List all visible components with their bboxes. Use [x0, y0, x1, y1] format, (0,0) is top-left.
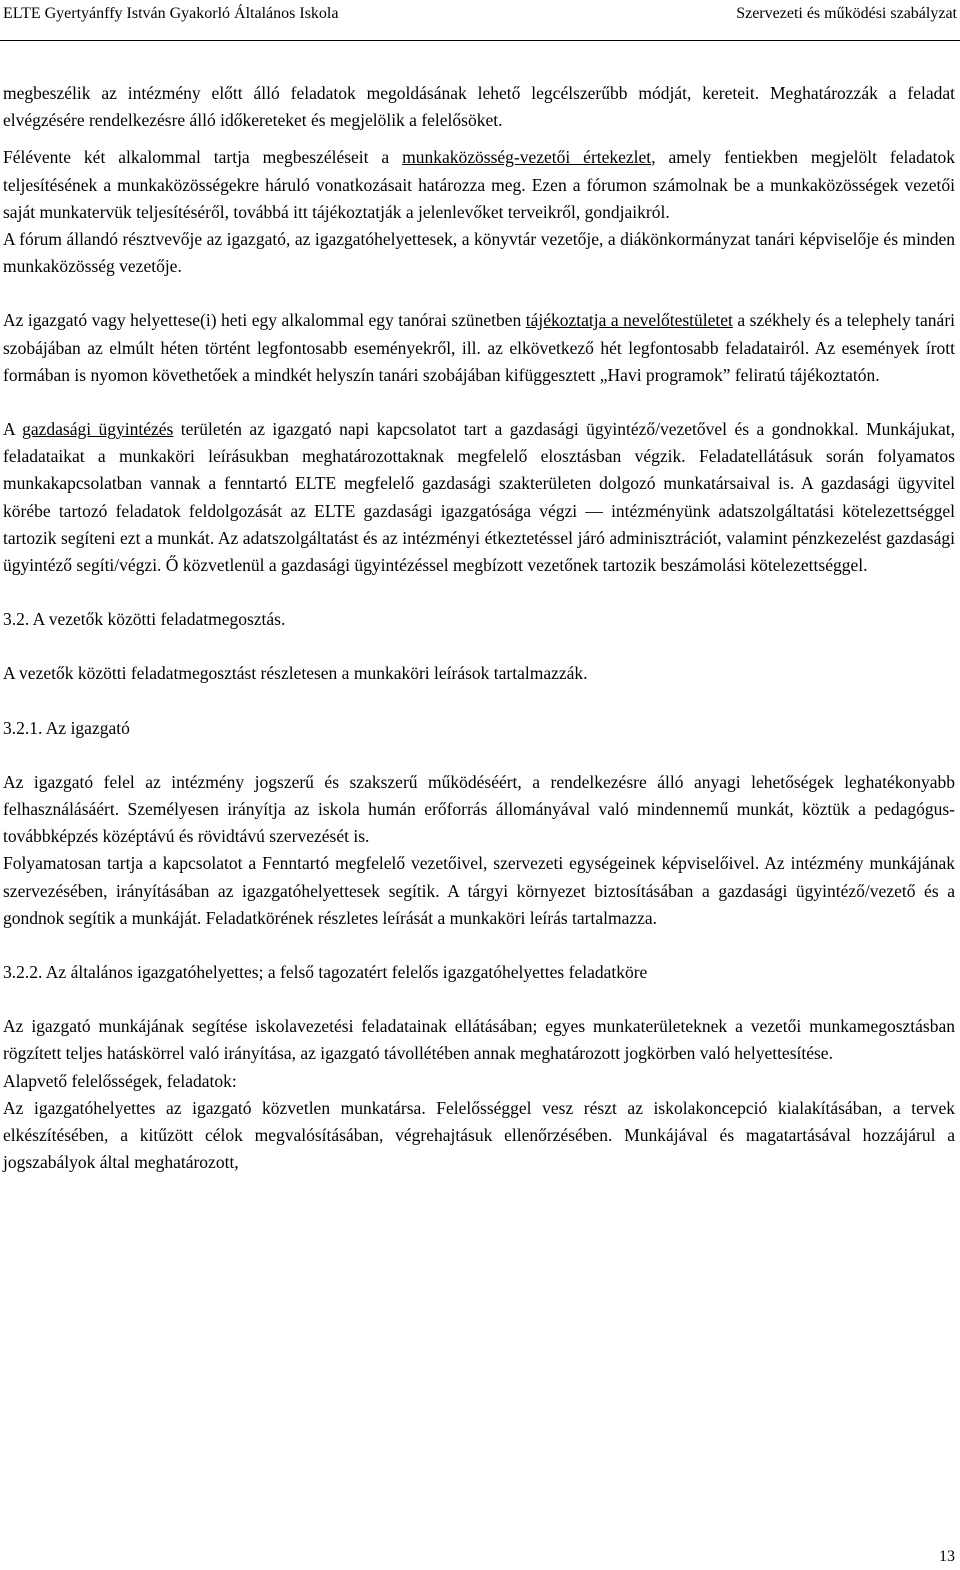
paragraph: Az igazgató felel az intézmény jogszerű és szakszerű működéséért, a rendelkezésre álló anyagi lehetőségek leghatékonyabb felhasználásáért. Személyesen irányítja az iskola humán erőforrás állományával való mindennemű munkát, köztük a pedagógus-továbbképzés középtávú és rövidtávú szervezését is.	[3, 771, 955, 847]
header-institution: ELTE Gyertyánffy István Gyakorló Általános Iskola	[3, 5, 339, 22]
page-number: 13	[939, 1548, 955, 1565]
underlined-term: gazdasági ügyintézés	[22, 419, 174, 440]
paragraph: A fórum állandó résztvevője az igazgató, az igazgatóhelyettesek, a könyvtár vezetője, a diákönkormányzat tanári képviselője és minden munkaközösség vezetője.	[3, 229, 955, 277]
underlined-term: munkaközösség-vezetői értekezlet	[402, 147, 652, 168]
paragraph: A gazdasági ügyintézés területén az igazgató napi kapcsolatot tart a gazdasági ügyintéző/vezetővel és a gondnokkal. Munkájukat, feladataikat a munkaköri leírásukban meghatározottaknak megfelelő elosztásban végzik. Feladatellátásuk során folyamatos munkakapcsolatban vannak a fenntartó ELTE megfelelő gazdasági szakterületen dolgozó munkatársaival is. A gazdasági ügyvitel körébe tartozó feladatok feldolgozását az ELTE gazdasági igazgatósága végzi — intézményünk adatszolgáltatási kötelezettséggel tartozik segíteni ezt a munkát. Az adatszolgáltatást és az intézményi étkeztetéssel járó adminisztrációt, valamint pénzkezelést gazdasági ügyintéző segíti/végzi. Ő közvetlenül a gazdasági ügyintézéssel megbízott vezetőnek tartozik beszámolási kötelezettséggel.	[3, 419, 956, 576]
paragraph: megbeszélik az intézmény előtt álló feladatok megoldásának lehető legcélszerűbb módját, kereteit. Meghatározzák a feladat elvégzésére rendelkezésre álló időkereteket és megjelölik a felelősöket.	[3, 83, 955, 131]
document-body	[3, 80, 955, 1177]
paragraph: Folyamatosan tartja a kapcsolatot a Fenntartó megfelelő vezetőivel, szervezeti egységeinek képviselőivel. Az intézmény munkájának szervezésében, irányításában az igazgatóhelyettesek segítik. A tárgyi környezet biztosításában a gazdasági ügyintéző/vezető és a gondnok segítik a munkáját. Feladatkörének részletes leírását a munkaköri leírás tartalmazza.	[3, 853, 955, 928]
header-document-title: Szervezeti és működési szabályzat	[736, 5, 957, 22]
page-header	[0, 0, 960, 41]
underlined-term: tájékoztatja a nevelőtestületet	[525, 310, 733, 331]
paragraph: Az igazgató munkájának segítése iskolavezetési feladatainak ellátásában; egyes munkaterületeknek a vezetői munkamegosztásban rögzített teljes hatáskörrel való irányítása, az igazgató távollétében annak meghatározott jogkörben való helyettesítése.	[3, 1016, 955, 1064]
paragraph: Félévente két alkalommal tartja megbeszéléseit a munkaközösség-vezetői értekezlet, amely fentiekben megjelölt feladatok teljesítésének a munkaközösségekre háruló vonatkozásait határozza meg. Ezen a fórumon számolnak be a munkaközösségek vezetői saját munkatervük teljesítéséről, továbbá itt tájékoztatják a jelenlevőket terveikről, gondjaikról.	[3, 147, 956, 222]
paragraph: Alapvető felelősségek, feladatok:	[3, 1070, 237, 1091]
subsection-heading: 3.2.2. Az általános igazgatóhelyettes; a felső tagozatért felelős igazgatóhelyettes feladatköre	[3, 962, 648, 983]
paragraph: Az igazgatóhelyettes az igazgató közvetlen munkatársa. Felelősséggel vesz részt az iskolakoncepció kialakításában, a tervek elkészítésében, a kitűzött célok megvalósításában, végrehajtásuk ellenőrzésében. Munkájával és magatartásával hozzájárul a jogszabályok által meghatározott,	[3, 1097, 955, 1173]
section-heading: 3.2. A vezetők közötti feladatmegosztás.	[3, 609, 286, 630]
paragraph: Az igazgató vagy helyettese(i) heti egy alkalommal egy tanórai szünetben tájékoztatja a nevelőtestületet a székhely és a telephely tanári szobájában az elmúlt héten történt legfontosabb eseményekről, ill. az elkövetkező hét legfontosabb feladatairól. Az események írott formában is nyomon követhetőek a mindkét helyszín tanári szobájában kifüggesztett „Havi programok” feliratú tájékoztatón.	[3, 310, 956, 385]
paragraph: A vezetők közötti feladatmegosztást részletesen a munkaköri leírások tartalmazzák.	[3, 663, 588, 684]
subsection-heading: 3.2.1. Az igazgató	[3, 717, 130, 738]
